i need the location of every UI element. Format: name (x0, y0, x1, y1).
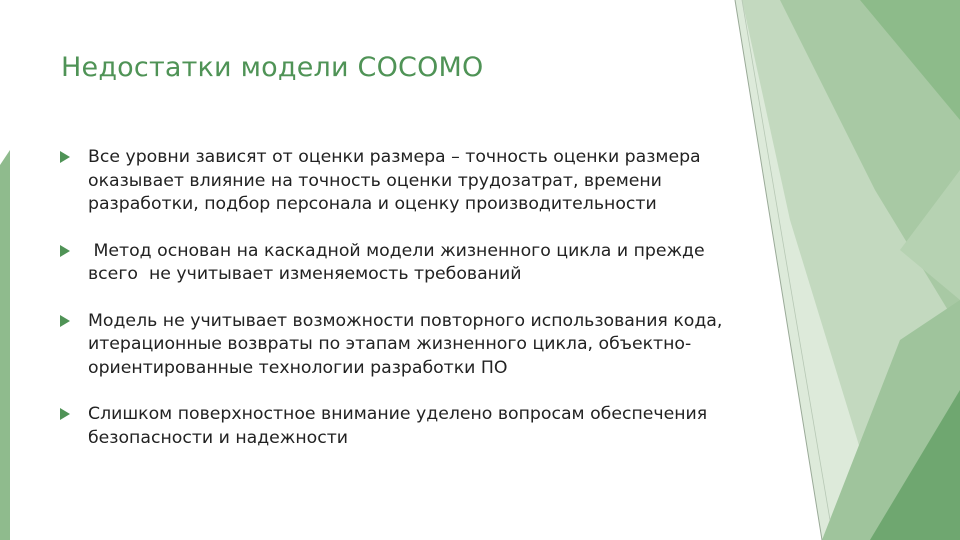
bullet-list (60, 146, 750, 473)
left-green-strip (0, 150, 10, 540)
bullet-text: Слишком поверхностное внимание уделено вопросам обеспечения безопасности и надежности (88, 404, 708, 448)
bullet-item (60, 146, 750, 217)
triangle-bullet-icon (60, 245, 70, 257)
bullet-text: Все уровни зависят от оценки размера – точность оценки размера оказывает влияние на точность оценки трудозатрат, времени разработки, подбор персонала и оценку производительности (88, 147, 701, 214)
bullet-text: Метод основан на каскадной модели жизненного цикла и прежде всего не учитывает изменяемость требований (88, 240, 705, 284)
slide-title: Недостатки модели СОСОМО (61, 52, 484, 83)
bullet-text: Модель не учитывает возможности повторного использования кода, итерационные возвраты по этапам жизненного цикла, объектно- ориентированные технологии разработки ПО (88, 310, 723, 378)
triangle-bullet-icon (60, 151, 70, 163)
bullet-item (60, 310, 750, 381)
triangle-bullet-icon (60, 408, 70, 420)
bullet-item (60, 403, 750, 450)
bullet-item (60, 240, 750, 287)
triangle-bullet-icon (60, 315, 70, 327)
